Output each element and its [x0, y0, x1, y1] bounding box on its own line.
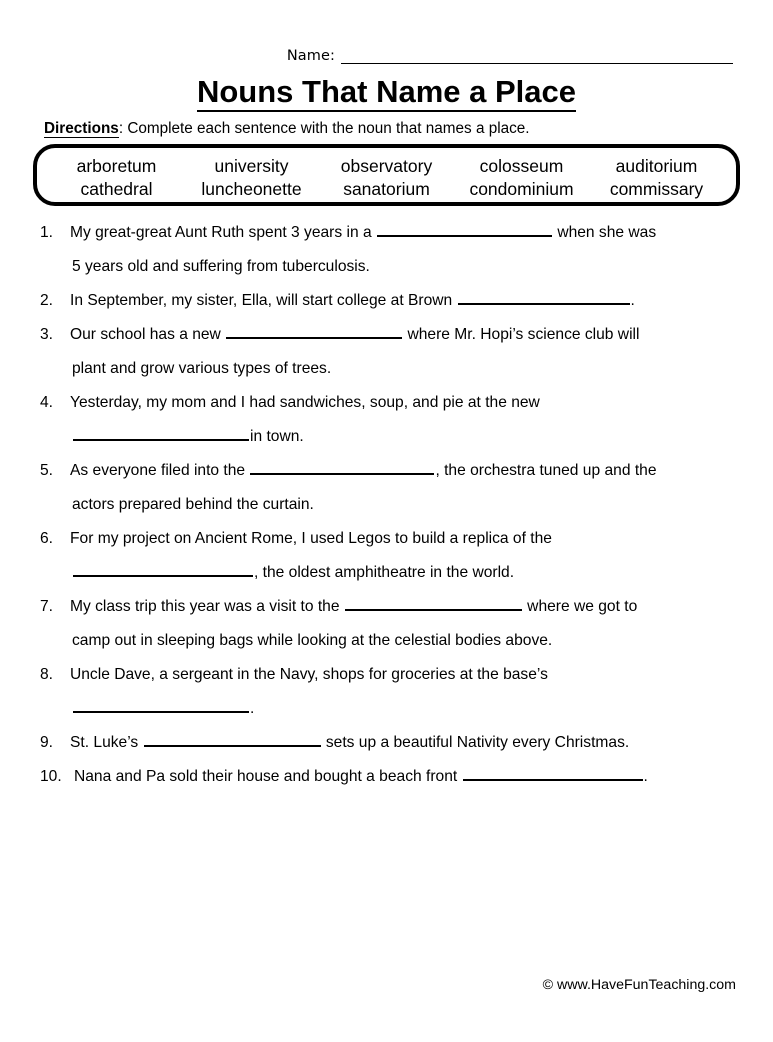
worksheet-page: [0, 42, 773, 1042]
question-text: where we got to: [522, 598, 638, 615]
page-title-text: Nouns That Name a Place: [197, 74, 576, 112]
question-text: Yesterday, my mom and I had sandwiches, soup, and pie at the new: [70, 394, 540, 411]
question-item: [40, 658, 747, 726]
question-number: 10.: [40, 768, 62, 785]
question-body: [70, 726, 747, 760]
question-item: [40, 590, 747, 658]
question-line: [74, 760, 747, 794]
question-body: [74, 760, 747, 794]
question-item: [40, 522, 747, 590]
question-text: My class trip this year was a visit to the: [70, 598, 344, 615]
question-item: [40, 318, 747, 386]
question-line: [70, 556, 747, 590]
question-body: [70, 658, 747, 726]
answer-blank[interactable]: [463, 764, 643, 781]
word-bank-word: colosseum: [479, 156, 564, 176]
question-item: [40, 726, 747, 760]
word-bank: [33, 144, 740, 206]
directions-colon: :: [118, 120, 124, 137]
name-blank-field[interactable]: [341, 48, 733, 64]
question-line: [70, 216, 747, 250]
question-body: [70, 454, 747, 522]
question-body: [70, 386, 747, 454]
word-bank-row-1: [49, 155, 724, 178]
answer-blank[interactable]: [226, 322, 402, 339]
question-number: 9.: [40, 734, 54, 751]
question-text: For my project on Ancient Rome, I used Legos to build a replica of the: [70, 530, 552, 547]
question-number: 3.: [40, 326, 54, 343]
question-text: .: [250, 700, 255, 717]
question-item: [40, 760, 747, 794]
question-text: Uncle Dave, a sergeant in the Navy, shops for groceries at the base’s: [70, 666, 548, 683]
question-list: [0, 216, 773, 794]
question-item: [40, 284, 747, 318]
question-item: [40, 454, 747, 522]
question-text: where Mr. Hopi’s science club will: [403, 326, 640, 343]
word-bank-row-2: [49, 178, 724, 201]
answer-blank[interactable]: [458, 288, 630, 305]
question-line: [70, 624, 747, 658]
footer-copyright: © www.HaveFunTeaching.com: [542, 977, 736, 993]
word-bank-word: commissary: [609, 179, 704, 199]
question-item: [40, 216, 747, 284]
answer-blank[interactable]: [73, 696, 249, 713]
question-text: plant and grow various types of trees.: [72, 360, 332, 377]
question-line: [70, 386, 747, 420]
question-line: [70, 352, 747, 386]
question-number: 4.: [40, 394, 54, 411]
question-line: [70, 658, 747, 692]
question-number: 7.: [40, 598, 54, 615]
question-text: , the orchestra tuned up and the: [435, 462, 657, 479]
directions: [44, 119, 773, 138]
question-line: [70, 318, 747, 352]
question-line: [70, 692, 747, 726]
question-text: .: [643, 768, 648, 785]
question-body: [70, 216, 747, 284]
question-body: [70, 318, 747, 386]
name-label: Name:: [286, 48, 335, 64]
question-body: [70, 284, 747, 318]
question-item: [40, 386, 747, 454]
name-row: [0, 42, 773, 64]
question-line: [70, 250, 747, 284]
question-text: In September, my sister, Ella, will start college at Brown: [70, 292, 457, 309]
directions-text: Complete each sentence with the noun that names a place.: [127, 120, 530, 137]
question-line: [70, 454, 747, 488]
question-text: St. Luke’s: [70, 734, 143, 751]
question-line: [70, 590, 747, 624]
question-text: 5 years old and suffering from tuberculosis.: [72, 258, 370, 275]
question-text: Our school has a new: [70, 326, 226, 343]
question-text: when she was: [552, 224, 657, 241]
question-line: [70, 420, 747, 454]
word-bank-word: arboretum: [76, 156, 157, 176]
answer-blank[interactable]: [144, 730, 321, 747]
answer-blank[interactable]: [73, 560, 253, 577]
question-text: My great-great Aunt Ruth spent 3 years in a: [70, 224, 376, 241]
question-line: [70, 726, 747, 760]
question-text: sets up a beautiful Nativity every Christmas.: [321, 734, 630, 751]
question-text: camp out in sleeping bags while looking at the celestial bodies above.: [72, 632, 553, 649]
answer-blank[interactable]: [73, 424, 249, 441]
answer-blank[interactable]: [250, 458, 434, 475]
word-bank-word: university: [214, 156, 289, 176]
word-bank-word: observatory: [340, 156, 433, 176]
question-body: [70, 590, 747, 658]
word-bank-word: condominium: [469, 179, 574, 199]
question-number: 1.: [40, 224, 54, 241]
answer-blank[interactable]: [377, 220, 552, 237]
answer-blank[interactable]: [345, 594, 522, 611]
question-text: Nana and Pa sold their house and bought a beach front: [74, 768, 462, 785]
question-text: .: [630, 292, 635, 309]
question-number: 6.: [40, 530, 54, 547]
question-text: in town.: [250, 428, 304, 445]
question-line: [70, 488, 747, 522]
question-text: , the oldest amphitheatre in the world.: [254, 564, 515, 581]
question-body: [70, 522, 747, 590]
directions-label: Directions: [44, 120, 119, 137]
page-title: [0, 74, 773, 110]
word-bank-word: luncheonette: [201, 179, 302, 199]
question-number: 8.: [40, 666, 54, 683]
question-line: [70, 284, 747, 318]
question-text: actors prepared behind the curtain.: [72, 496, 314, 513]
question-text: As everyone filed into the: [70, 462, 250, 479]
word-bank-word: sanatorium: [343, 179, 430, 199]
question-number: 5.: [40, 462, 54, 479]
question-line: [70, 522, 747, 556]
word-bank-word: cathedral: [80, 179, 153, 199]
question-number: 2.: [40, 292, 54, 309]
word-bank-word: auditorium: [615, 156, 698, 176]
